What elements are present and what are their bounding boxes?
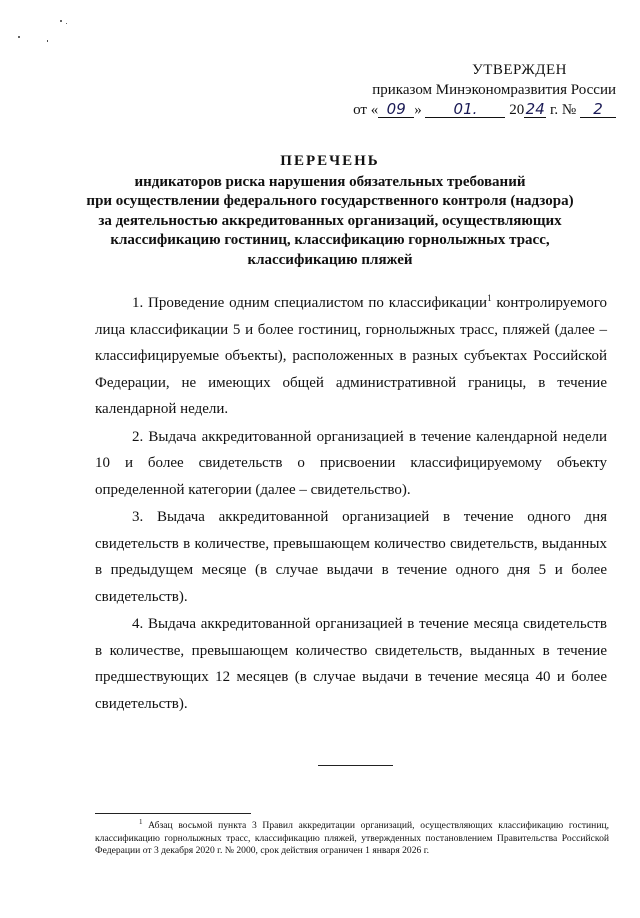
date-day-handwritten: 09 xyxy=(378,101,414,118)
footnote-text: Абзац восьмой пункта 3 Правил аккредитации организаций, осуществляющих классификацию гостиниц, классификацию горнолыжных трасс, классификацию пляжей, утвержденных постановлением Правительства Российской Федерации от 3 декабря 2020 г. № 2000, срок действия ограничен 1 января 2026 г. xyxy=(95,820,609,856)
end-of-text-rule xyxy=(318,765,393,766)
scan-speck xyxy=(60,20,62,22)
date-prefix: от « xyxy=(353,102,379,118)
item-1-text-continued: контролируемого лица классификации 5 и более гостиниц, горнолыжных трасс, пляжей (далее – классифицируемые объекты), расположенных в разных субъектах Российской Федерации, не имеющих общей административной границы, в течение календарной недели. xyxy=(95,295,608,417)
document-title xyxy=(60,152,600,270)
scan-speck xyxy=(18,36,20,38)
scan-speck xyxy=(66,23,67,24)
year-suffix-handwritten: 24 xyxy=(525,100,545,118)
title-line: классификацию пляжей xyxy=(247,251,413,268)
title-line: классификацию гостиниц, классификацию горнолыжных трасс, xyxy=(110,232,550,248)
indicator-item-3: 3. Выдача аккредитованной организацией в течение одного дня свидетельств в количестве, превышающем количество свидетельств, выданных в предыдущем месяце (в случае выдачи в течение одного дня 5 и более свидетельств). xyxy=(95,509,607,605)
title-line: индикаторов риска нарушения обязательных требований xyxy=(134,173,526,190)
indicator-item-1 xyxy=(95,290,607,423)
scan-speck xyxy=(47,40,48,42)
item-1-text: 1. Проведение одним специалистом по классификации xyxy=(132,295,488,311)
title-line: за деятельностью аккредитованных организаций, осуществляющих xyxy=(98,212,562,229)
approval-order-line: приказом Минэкономразвития России xyxy=(372,82,616,98)
title-main: ПЕРЕЧЕНЬ xyxy=(280,153,380,169)
title-line: при осуществлении федерального государственного контроля (надзора) xyxy=(86,193,574,209)
footnote xyxy=(95,820,609,858)
footnote-marker: 1 xyxy=(139,818,143,826)
date-month-handwritten: 01. xyxy=(425,101,505,118)
approval-heading: УТВЕРЖДЕН xyxy=(472,62,568,78)
indicator-item-4: 4. Выдача аккредитованной организацией в течение месяца свидетельств в количестве, превышающем количество свидетельств, выданных в течение предшествующих 12 месяцев (в случае выдачи в течение месяца 40 и более свидетельств). xyxy=(95,616,607,712)
approval-date-line xyxy=(353,100,616,120)
indicator-list xyxy=(95,290,607,718)
order-number-handwritten: 2 xyxy=(580,101,616,118)
number-prefix: г. № xyxy=(549,102,577,118)
indicator-item-2: 2. Выдача аккредитованной организацией в течение календарной недели 10 и более свидетельств о присвоении классифицируемому объекту определенной категории (далее – свидетельство). xyxy=(95,428,607,498)
footnote-ref: 1 xyxy=(487,293,492,303)
year-prefix: 20 xyxy=(509,102,525,118)
approval-stamp xyxy=(353,60,616,120)
date-quote-close: » xyxy=(414,102,422,118)
footnote-rule xyxy=(95,813,251,814)
